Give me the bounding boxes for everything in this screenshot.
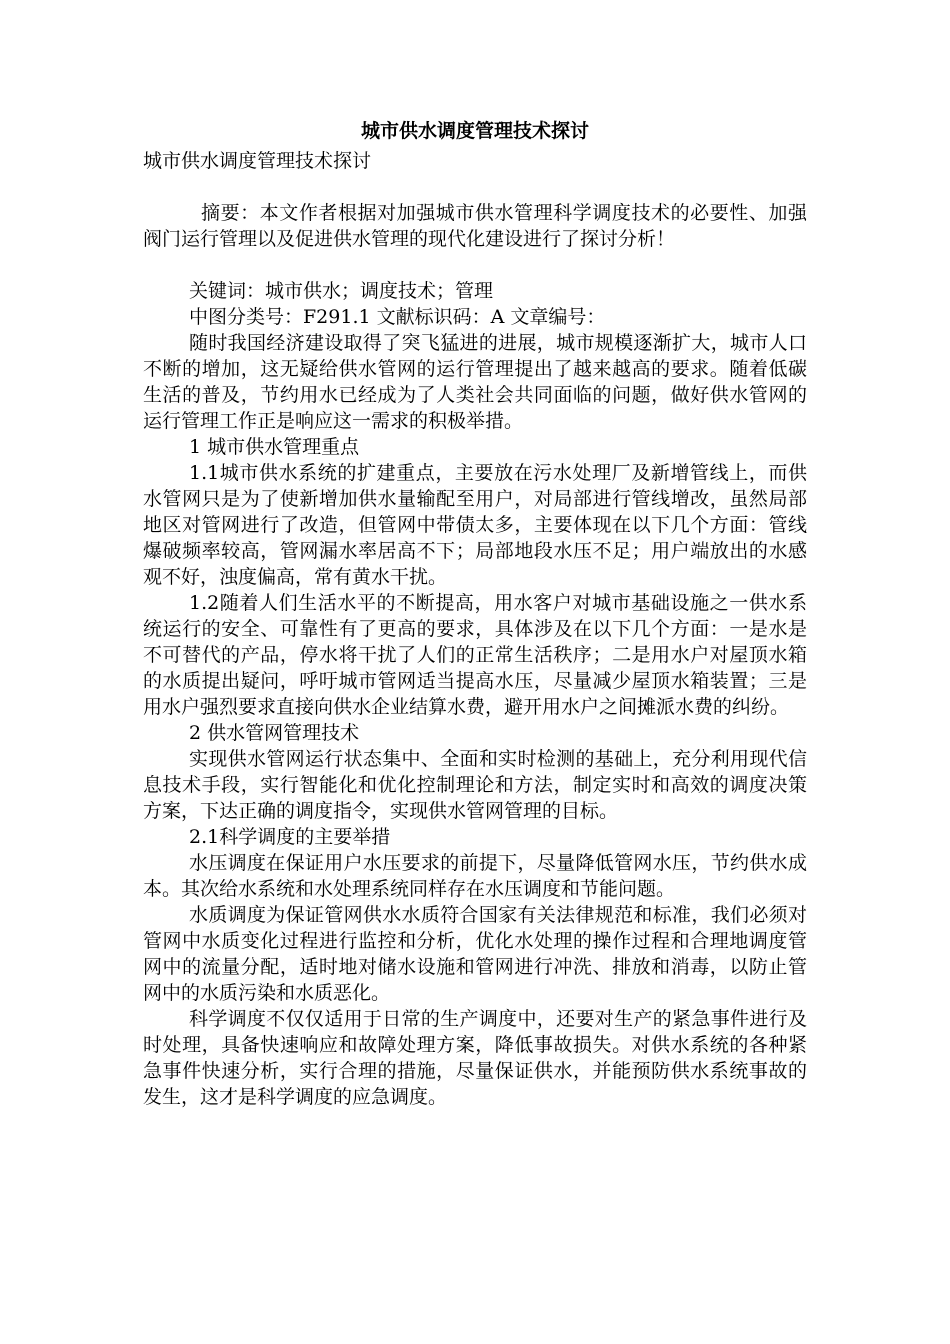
classification-line: 中图分类号：F291.1 文献标识码：A 文章编号： (189, 306, 606, 328)
blank-line (143, 174, 807, 200)
document-subtitle: 城市供水调度管理技术探讨 (143, 150, 372, 172)
section-1-heading: 1 城市供水管理重点 (189, 436, 360, 458)
section-2-heading: 2 供水管网管理技术 (189, 722, 360, 744)
document-page (143, 118, 807, 1110)
intro-paragraph: 随时我国经济建设取得了突飞猛进的进展，城市规模逐渐扩大，城市人口不断的增加，这无疑给供水管网的运行管理提出了越来越高的要求。随着低碳生活的普及，节约用水已经成为了人类社会共同面临的问题，做好供水管网的运行管理工作正是响应这一需求的积极举措。 (143, 332, 807, 432)
document-title: 城市供水调度管理技术探讨 (360, 120, 589, 142)
blank-line (143, 252, 807, 278)
emergency-dispatch-paragraph: 科学调度不仅仅适用于日常的生产调度中，还要对生产的紧急事件进行及时处理，具备快速响应和故障处理方案，降低事故损失。对供水系统的各种紧急事件快速分析，实行合理的措施，尽量保证供水，并能预防供水系统事故的发生，这才是科学调度的应急调度。 (143, 1008, 807, 1108)
quality-dispatch-paragraph: 水质调度为保证管网供水水质符合国家有关法律规范和标准，我们必须对管网中水质变化过程进行监控和分析，优化水处理的操作过程和合理地调度管网中的流量分配，适时地对储水设施和管网进行冲洗、排放和消毒，以防止管网中的水质污染和水质恶化。 (143, 904, 807, 1004)
section-1-2-paragraph: 1.2随着人们生活水平的不断提高，用水客户对城市基础设施之一供水系统运行的安全、可靠性有了更高的要求，具体涉及在以下几个方面：一是水是不可替代的产品，停水将干扰了人们的正常生活秩序；二是用水户对屋顶水箱的水质提出疑问，呼吁城市管网适当提高水压，尽量减少屋顶水箱装置；三是用水户强烈要求直接向供水企业结算水费，避开用水户之间摊派水费的纠纷。 (143, 592, 807, 718)
keywords-line: 关键词：城市供水；调度技术；管理 (189, 280, 494, 302)
pressure-dispatch-paragraph: 水压调度在保证用户水压要求的前提下，尽量降低管网水压，节约供水成本。其次给水系统和水处理系统同样存在水压调度和节能问题。 (143, 852, 807, 900)
section-2-1-heading: 2.1科学调度的主要举措 (189, 826, 391, 848)
section-2-intro-paragraph: 实现供水管网运行状态集中、全面和实时检测的基础上，充分利用现代信息技术手段，实行智能化和优化控制理论和方法，制定实时和高效的调度决策方案，下达正确的调度指令，实现供水管网管理的目标。 (143, 748, 807, 822)
abstract-paragraph: 摘要：本文作者根据对加强城市供水管理科学调度技术的必要性、加强阀门运行管理以及促进供水管理的现代化建设进行了探讨分析！ (143, 202, 807, 250)
section-1-1-paragraph: 1.1城市供水系统的扩建重点，主要放在污水处理厂及新增管线上，而供水管网只是为了使新增加供水量输配至用户，对局部进行管线增改，虽然局部地区对管网进行了改造，但管网中带债太多，主要体现在以下几个方面：管线爆破频率较高，管网漏水率居高不下；局部地段水压不足；用户端放出的水感观不好，浊度偏高，常有黄水干扰。 (143, 462, 807, 588)
